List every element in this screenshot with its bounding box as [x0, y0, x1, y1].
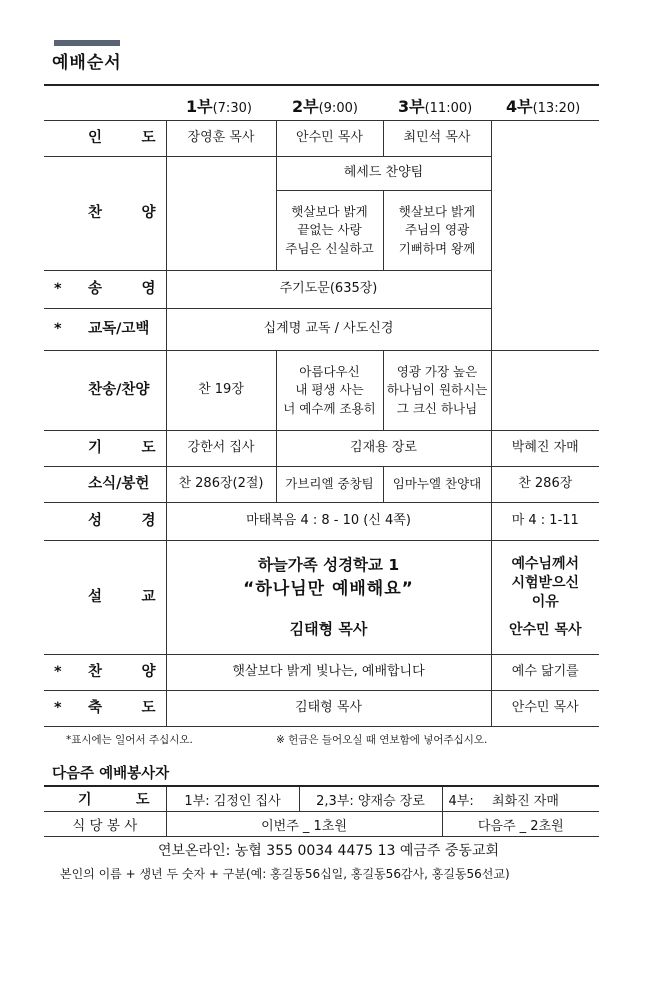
offering-2: 가브리엘 중창팀	[276, 467, 383, 503]
closing-praise-4: 예수 닮기를	[491, 655, 599, 691]
offering-instructions: 본인의 이름 + 생년 두 숫자 + 구분(예: 홍길동56십일, 홍길동56감사, 홍길동56선교)	[60, 867, 510, 881]
offering-online-account: 연보온라인: 농협 355 0034 4475 13 예금주 중동교회	[158, 843, 499, 859]
closing-praise-text: 햇살보다 밝게 빛나는, 예배합니다	[166, 655, 491, 691]
praise-songs-3: 햇살보다 밝게 주님의 영광 기뻐하며 왕께	[383, 191, 491, 271]
invocation-2: 안수민 목사	[276, 121, 383, 157]
hymn-songs-3: 영광 가장 높은 하나님이 원하시는 그 크신 하나님	[383, 351, 491, 431]
title-accent-bar	[54, 40, 120, 46]
scripture-text: 마태복음 4 : 8 - 10 (신 4쪽)	[166, 503, 491, 541]
row-creed: * 교독/고백 십계명 교독 / 사도신경	[44, 309, 599, 351]
praise-1-empty	[166, 157, 276, 271]
praise-songs-2: 햇살보다 밝게 끝없는 사랑 주님은 신실하고	[276, 191, 383, 271]
next-week-title: 다음주 예배봉사자	[52, 766, 170, 782]
praise-team: 헤세드 찬양팀	[276, 157, 491, 191]
order-of-worship-table	[44, 120, 599, 727]
offering-1: 찬 286장(2절)	[166, 467, 276, 503]
service-header-2: 2부(9:00)	[292, 97, 358, 116]
kitchen-this-week: 이번주 _ 1초원	[166, 812, 442, 837]
creed-text: 십계명 교독 / 사도신경	[166, 309, 491, 351]
prayer-4: 박혜진 자매	[491, 431, 599, 467]
service-header-4: 4부(13:20)	[506, 97, 581, 116]
service-header-1: 1부(7:30)	[186, 97, 252, 116]
next-prayer-4: 4부: 최화진 자매	[442, 786, 599, 812]
hymn-4-empty	[491, 351, 599, 431]
prayer-23: 김재용 장로	[276, 431, 491, 467]
kitchen-next-week: 다음주 _ 2초원	[442, 812, 599, 837]
sermon-main: 하늘가족 성경학교 1 “하나님만 예배해요” 김태형 목사	[166, 541, 491, 655]
next-prayer-1: 1부: 김정인 집사	[166, 786, 299, 812]
sermon-4: 예수님께서 시험받으신 이유 안수민 목사	[491, 541, 599, 655]
row-praise-team: 찬 양 헤세드 찬양팀	[44, 157, 599, 191]
next-prayer-row: 기 도 1부: 김정인 집사 2,3부: 양재승 장로 4부: 최화진 자매	[44, 786, 599, 812]
row-offering: 소식/봉헌 찬 286장(2절) 가브리엘 중창팀 임마누엘 찬양대 찬 286장	[44, 467, 599, 503]
row-sermon: 설 교 하늘가족 성경학교 1 “하나님만 예배해요” 김태형 목사 예수님께서 시험받으신 이유 안수민 목사	[44, 541, 599, 655]
header-divider	[44, 84, 599, 86]
row-hymn: 찬송/찬양 찬 19장 아름다우신 내 평생 사는 너 예수께 조용히 영광 가장 높은 하나님이 원하시는 그 크신 하나님	[44, 351, 599, 431]
hymn-1: 찬 19장	[166, 351, 276, 431]
row-scripture: 성 경 마태복음 4 : 8 - 10 (신 4쪽) 마 4 : 1-11	[44, 503, 599, 541]
row-doxology: * 송 영 주기도문(635장)	[44, 271, 599, 309]
row-benediction: * 축 도 김태형 목사 안수민 목사	[44, 691, 599, 727]
next-prayer-23: 2,3부: 양재승 장로	[299, 786, 442, 812]
row-invocation: 인 도 장영훈 목사 안수민 목사 최민석 목사	[44, 121, 599, 157]
offering-4: 찬 286장	[491, 467, 599, 503]
kitchen-row: 식 당 봉 사 이번주 _ 1초원 다음주 _ 2초원	[44, 812, 599, 837]
page-title: 예배순서	[52, 53, 122, 73]
benediction-4: 안수민 목사	[491, 691, 599, 727]
scripture-4: 마 4 : 1-11	[491, 503, 599, 541]
standing-note: *표시에는 일어서 주십시오.	[66, 734, 193, 746]
prayer-1: 강한서 집사	[166, 431, 276, 467]
row-closing-praise: * 찬 양 햇살보다 밝게 빛나는, 예배합니다 예수 닮기를	[44, 655, 599, 691]
doxology-text: 주기도문(635장)	[166, 271, 491, 309]
service-header-3: 3부(11:00)	[398, 97, 473, 116]
service4-worship	[491, 121, 599, 351]
benediction-text: 김태형 목사	[166, 691, 491, 727]
invocation-1: 장영훈 목사	[166, 121, 276, 157]
row-prayer: 기 도 강한서 집사 김재용 장로 박혜진 자매	[44, 431, 599, 467]
offering-3: 임마누엘 찬양대	[383, 467, 491, 503]
invocation-3: 최민석 목사	[383, 121, 491, 157]
offering-note: ※ 헌금은 들어오실 때 연보함에 넣어주십시오.	[276, 734, 488, 746]
hymn-songs-2: 아름다우신 내 평생 사는 너 예수께 조용히	[276, 351, 383, 431]
next-week-volunteers-table	[44, 785, 599, 837]
